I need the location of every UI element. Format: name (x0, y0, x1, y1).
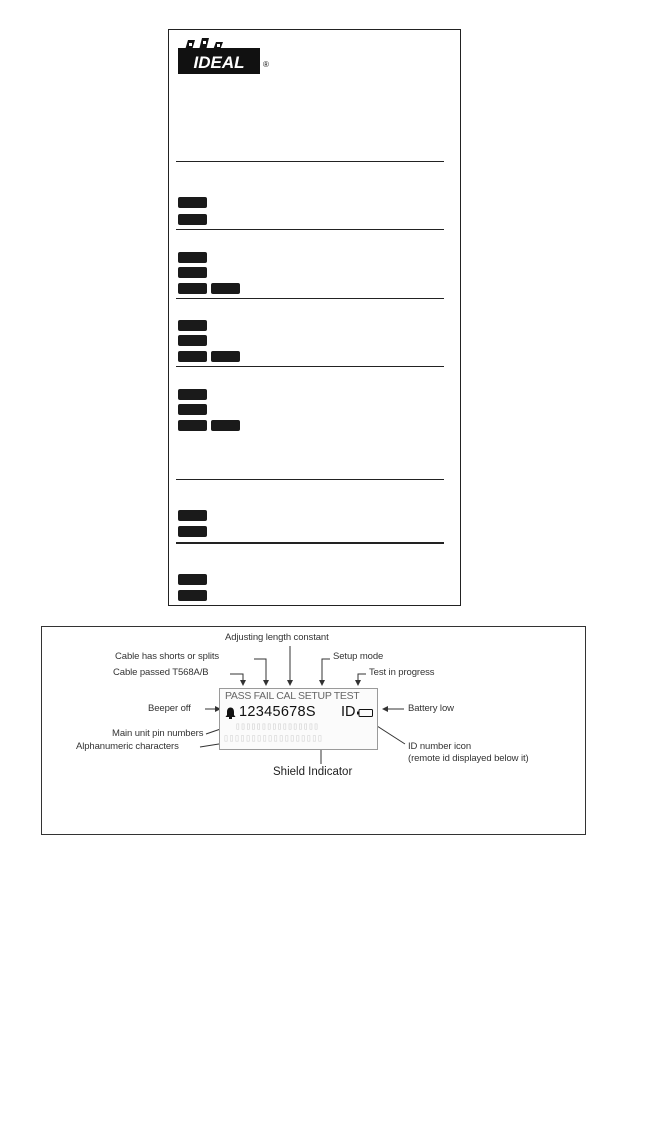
divider (176, 366, 444, 367)
divider (176, 229, 444, 230)
key-icon (178, 526, 207, 537)
callout-battery-low: Battery low (408, 703, 454, 714)
key-icon (211, 283, 240, 294)
key-icon (178, 197, 207, 208)
key-icon (178, 574, 207, 585)
lcd-pin-numbers: 12345678S (239, 704, 316, 720)
callout-alphanumeric: Alphanumeric characters (76, 741, 179, 752)
key-icon (178, 267, 207, 278)
lcd-faint-segments: ▯▯▯▯▯▯▯▯▯▯▯▯▯▯▯▯ (235, 721, 319, 732)
key-icon (178, 389, 207, 400)
lcd-faint-segments: ▯▯▯▯▯▯▯▯▯▯▯▯▯▯▯▯▯▯ (223, 733, 323, 744)
instruction-card (168, 29, 461, 606)
callout-shorts-splits: Cable has shorts or splits (115, 651, 220, 662)
callout-length-constant: Adjusting length constant (225, 632, 329, 643)
key-icon (178, 404, 207, 415)
display-diagram (41, 626, 586, 835)
key-icon (211, 420, 240, 431)
key-icon (178, 214, 207, 225)
key-icon (178, 590, 207, 601)
key-icon (211, 351, 240, 362)
callout-id-icon-sub: (remote id displayed below it) (408, 753, 529, 764)
lcd-status-row: PASS FAIL CAL SETUP TEST (225, 690, 360, 702)
lcd-id-icon: ID (341, 704, 356, 720)
divider (176, 479, 444, 480)
shield-indicator-label: Shield Indicator (273, 766, 353, 778)
callout-id-icon: ID number icon (408, 741, 472, 752)
key-icon (178, 320, 207, 331)
callout-test-in-progress: Test in progress (369, 667, 435, 678)
callout-passed-t568: Cable passed T568A/B (113, 667, 209, 678)
callout-setup-mode: Setup mode (333, 651, 384, 662)
bell-icon (225, 707, 236, 719)
key-icon (178, 335, 207, 346)
key-icon (178, 420, 207, 431)
divider (176, 542, 444, 544)
key-icon (178, 351, 207, 362)
registered-mark: ® (263, 60, 269, 69)
battery-icon (357, 709, 373, 717)
key-icon (178, 510, 207, 521)
key-icon (178, 283, 207, 294)
callout-main-pin-numbers: Main unit pin numbers (112, 728, 204, 739)
key-icon (178, 252, 207, 263)
divider (176, 161, 444, 162)
logo-text: IDEAL (193, 53, 245, 72)
divider (176, 298, 444, 299)
lcd-display (219, 688, 378, 750)
ideal-logo (178, 38, 260, 74)
callout-beeper-off: Beeper off (148, 703, 191, 714)
